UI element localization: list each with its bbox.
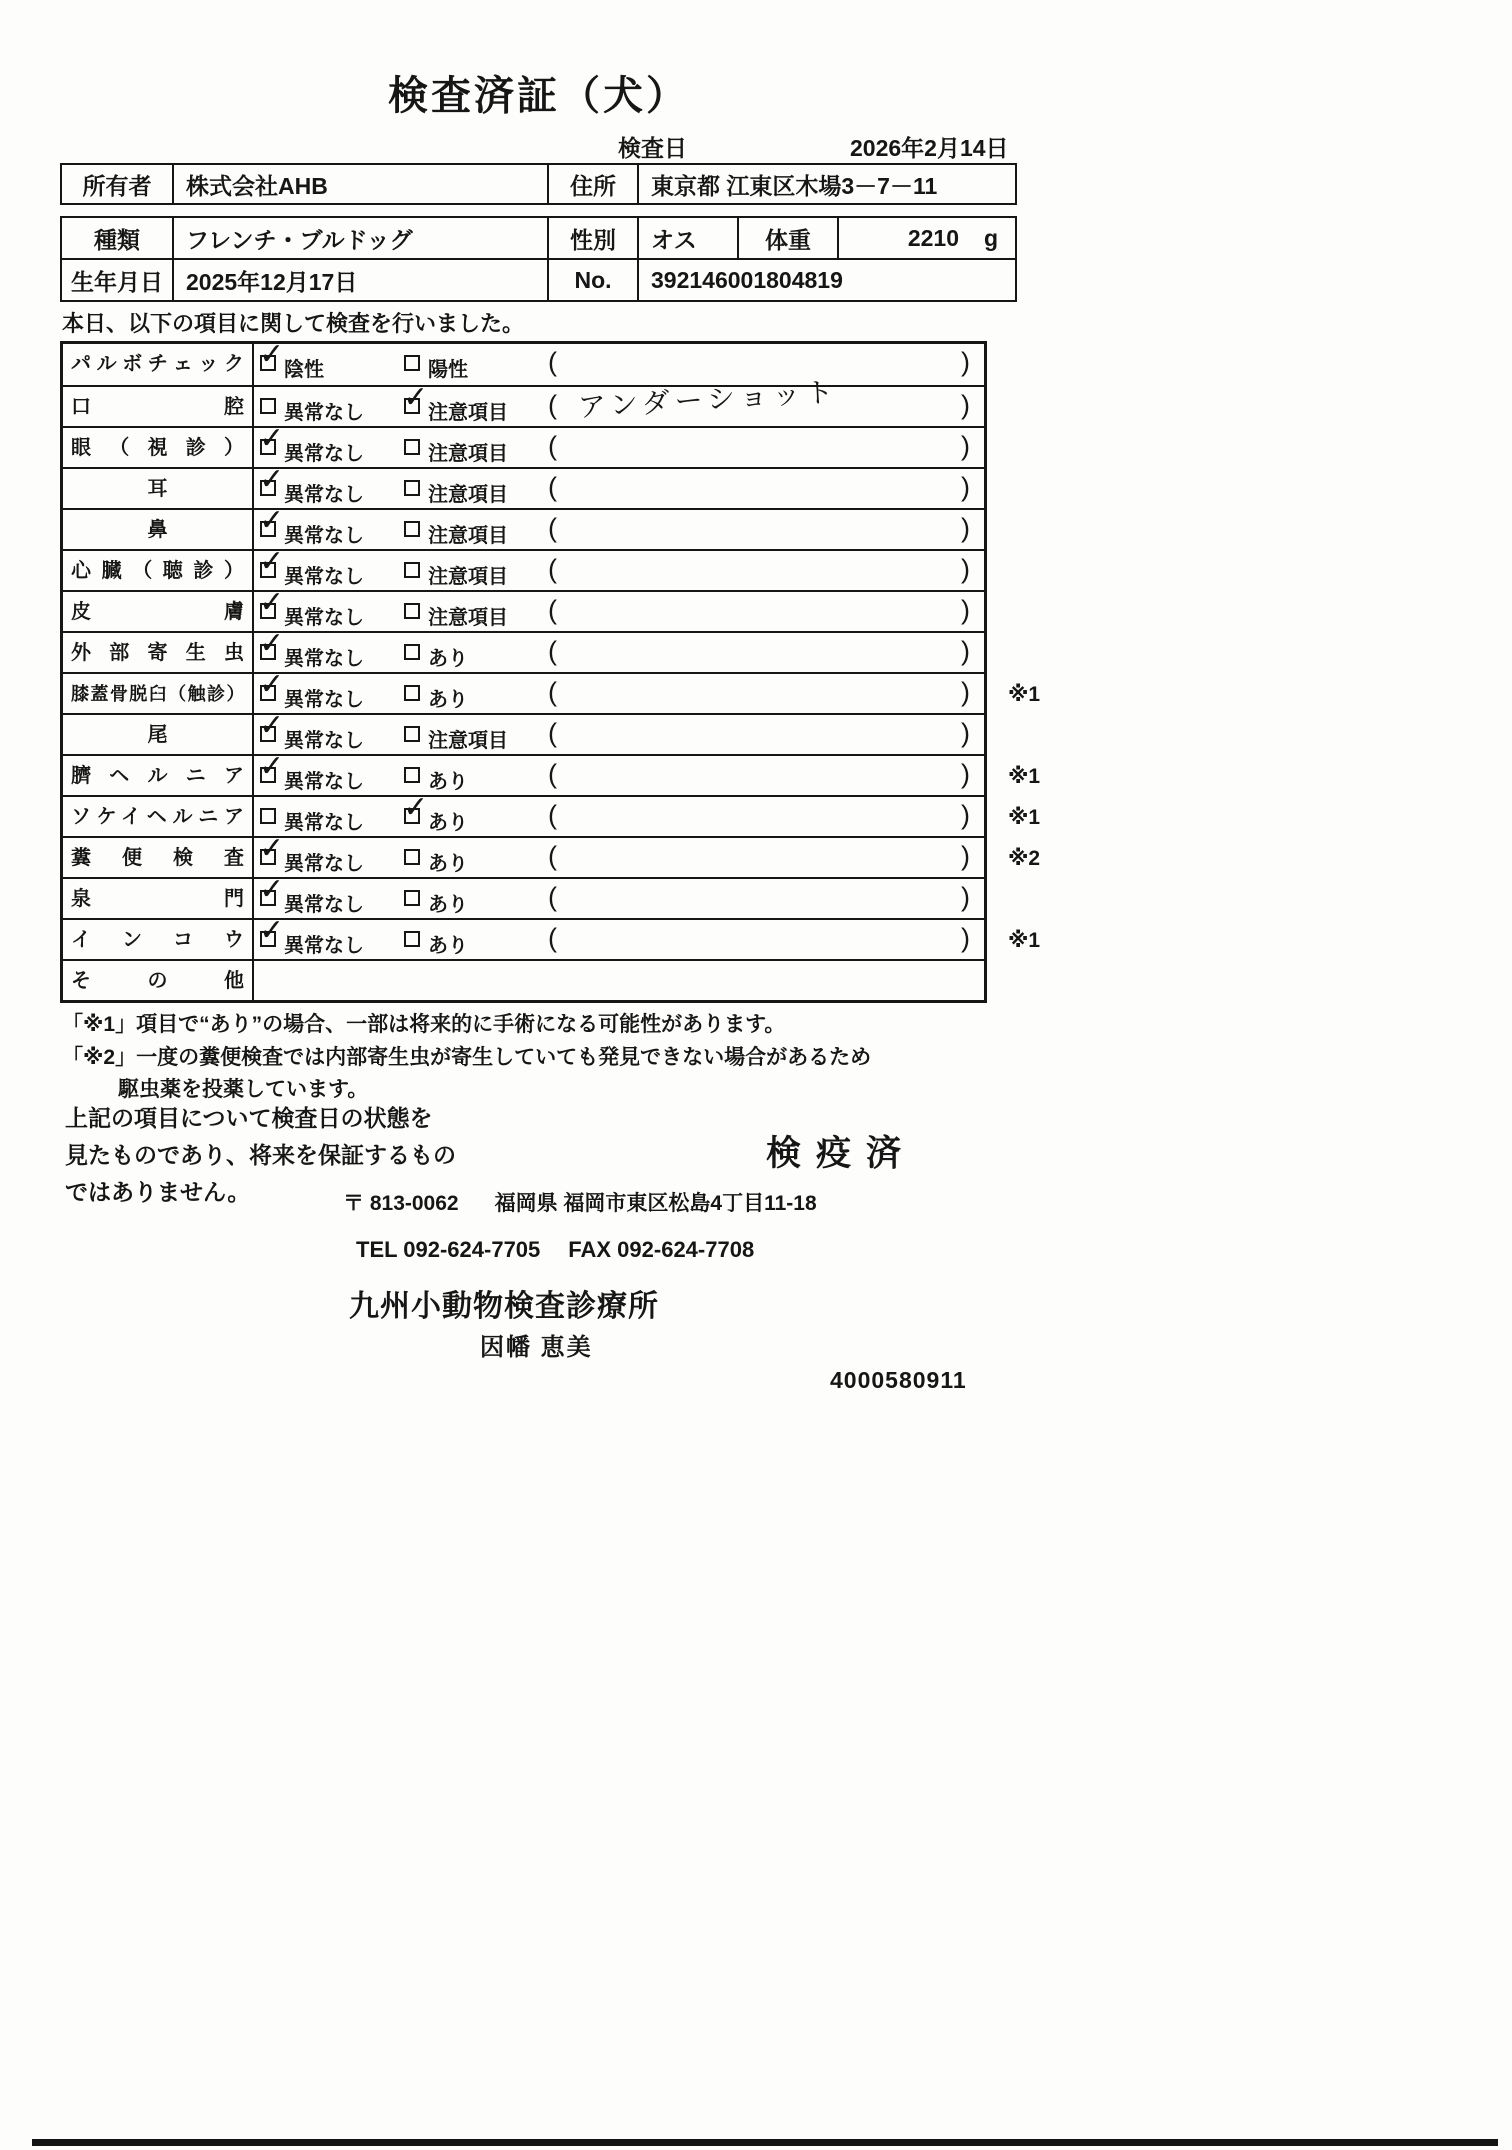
option-label: あり: [428, 853, 468, 875]
checkbox-unchecked: [404, 931, 420, 947]
clinic-address-line: [343, 1187, 817, 1217]
check-mark-icon: ✓: [259, 463, 285, 496]
option-label: あり: [428, 689, 468, 711]
option-label: 注意項目: [428, 525, 508, 547]
check-mark-icon: ✓: [403, 791, 429, 824]
exam-row: [63, 750, 1041, 795]
exam-row-content: [256, 627, 984, 672]
intro-text: 本日、以下の項目に関して検査を行いました。: [62, 311, 525, 336]
exam-item-label: 泉門: [63, 879, 254, 918]
exam-row: [63, 627, 984, 672]
exam-item-label: 耳: [63, 469, 254, 508]
check-mark-icon: ✓: [259, 504, 285, 537]
paren-close: ): [961, 800, 970, 830]
paren-open: (: [548, 800, 557, 830]
exam-row: [63, 586, 984, 631]
exam-row: [63, 545, 984, 590]
fax-number: FAX 092-624-7708: [568, 1237, 755, 1262]
clinic-name: 九州小動物検査診療所: [349, 1290, 659, 1323]
checkbox-checked: [259, 668, 285, 701]
exam-item-label: パルボチェック: [63, 344, 254, 385]
paren-close: ): [961, 718, 970, 748]
exam-row: [63, 338, 984, 385]
paren-close: ): [961, 472, 970, 502]
option-label: 異常なし: [284, 402, 364, 424]
exam-row-content: [256, 338, 984, 385]
exam-row: [63, 873, 984, 918]
exam-row-content: [256, 376, 984, 426]
checkbox-unchecked: [404, 849, 420, 865]
option-label: 異常なし: [284, 648, 364, 670]
paren-close: ): [961, 759, 970, 789]
weight-value: 2210: [907, 224, 959, 251]
option-label: 異常なし: [284, 607, 364, 629]
dog-table-row-2: [62, 258, 1015, 300]
paren-open: (: [548, 718, 557, 748]
scan-edge-artifact: [32, 2139, 1498, 2146]
breed-value: フレンチ・ブルドッグ: [172, 218, 547, 258]
option-label: あり: [428, 648, 468, 670]
exam-row-content: [256, 586, 984, 631]
checkbox-unchecked: [404, 603, 420, 619]
weight-unit: g: [983, 224, 999, 251]
exam-item-label: 眼（視診）: [63, 428, 254, 467]
checkbox-unchecked: [404, 726, 420, 742]
option-label: あり: [428, 935, 468, 957]
checkbox-checked: [259, 873, 285, 906]
exam-item-label: 口腔: [63, 387, 254, 426]
paren-open: (: [548, 554, 557, 584]
paren-open: (: [548, 347, 557, 377]
option-label: 異常なし: [284, 730, 364, 752]
checkbox-checked: [259, 750, 285, 783]
clinic-address: 福岡県 福岡市東区松島4丁目11-18: [494, 1192, 817, 1215]
address-value: 東京都 江東区木場3－7－11: [637, 165, 1015, 203]
tel-number: TEL 092-624-7705: [356, 1237, 541, 1262]
checkbox-checked: [259, 709, 285, 742]
birth-label: 生年月日: [71, 268, 163, 295]
check-mark-icon: ✓: [259, 338, 285, 371]
exam-item-label: 膝蓋骨脱臼（触診）: [63, 674, 254, 713]
owner-label: 所有者: [82, 172, 152, 199]
option-label: 異常なし: [284, 484, 364, 506]
doc-title: 検査済証（犬）: [388, 74, 689, 118]
paren-close: ): [961, 677, 970, 707]
exam-row-content: [256, 709, 984, 754]
checkbox-checked: [403, 381, 429, 414]
option-label: 異常なし: [284, 689, 364, 711]
check-mark-icon: ✓: [259, 914, 285, 947]
paren-open: (: [548, 923, 557, 953]
option-label: あり: [428, 812, 468, 834]
exam-row: [63, 463, 984, 508]
tel-fax-line: [356, 1237, 754, 1263]
checkbox-unchecked: [404, 355, 420, 371]
sex-value: オス: [637, 218, 737, 258]
exam-item-label: 臍ヘルニア: [63, 756, 254, 795]
footnote-2: 「※2」一度の糞便検査では内部寄生虫が寄生していても発見できない場合があるため: [62, 1046, 872, 1069]
paren-close: ): [961, 882, 970, 912]
birth-value: 2025年12月17日: [172, 260, 547, 300]
exam-date-value: 2026年2月14日: [850, 135, 1009, 161]
postal-code: 〒 813-0062: [343, 1192, 459, 1215]
paren-close: ): [961, 923, 970, 953]
no-value: 392146001804819: [637, 260, 1015, 300]
reference-mark: ※1: [1008, 765, 1041, 788]
exam-row-content: [256, 422, 984, 467]
option-label: あり: [428, 771, 468, 793]
exam-item-label: 外部寄生虫: [63, 633, 254, 672]
checkbox-unchecked: [404, 480, 420, 496]
exam-row-content: [256, 463, 984, 508]
paren-close: ): [961, 347, 970, 377]
paren-close: ): [961, 841, 970, 871]
option-label: 注意項目: [428, 484, 508, 506]
exam-item-label: 鼻: [63, 510, 254, 549]
exam-row-content: [256, 873, 984, 918]
certificate-document: [60, 0, 1041, 1450]
footnote-1: 「※1」項目で“あり”の場合、一部は将来的に手術になる可能性があります。: [62, 1013, 786, 1036]
option-label: 異常なし: [284, 566, 364, 588]
exam-item-label: その他: [63, 961, 254, 1000]
reference-mark: ※1: [1008, 806, 1041, 829]
check-mark-icon: ✓: [259, 545, 285, 578]
paren-open: (: [548, 636, 557, 666]
paren-close: ): [961, 595, 970, 625]
paren-close: ): [961, 636, 970, 666]
reference-mark: ※1: [1008, 683, 1041, 706]
checkbox-checked: [259, 463, 285, 496]
owner-table: [60, 163, 1017, 205]
quarantine-passed-stamp: 検疫済: [766, 1134, 917, 1173]
disclaimer-line-3: ではありません。: [65, 1179, 251, 1205]
paren-open: (: [548, 882, 557, 912]
weight-value-cell: [837, 218, 1015, 258]
veterinarian-name: 因幡 恵美: [480, 1334, 593, 1361]
exam-row-content: [256, 791, 984, 836]
paren-close: ): [961, 431, 970, 461]
disclaimer-line-1: 上記の項目について検査日の状態を: [65, 1105, 433, 1131]
exam-row-content: [256, 504, 984, 549]
checkbox-unchecked: [404, 562, 420, 578]
paren-close: ): [961, 513, 970, 543]
check-mark-icon: ✓: [259, 832, 285, 865]
option-label: 異常なし: [284, 771, 364, 793]
sex-label: 性別: [547, 218, 637, 258]
owner-table-row: [62, 165, 1015, 203]
check-mark-icon: ✓: [259, 873, 285, 906]
exam-table: [60, 338, 1041, 1003]
option-label: 注意項目: [428, 730, 508, 752]
checkbox-checked: [259, 914, 285, 947]
exam-date-label: 検査日: [618, 135, 687, 161]
check-mark-icon: ✓: [259, 750, 285, 783]
paren-close: ): [961, 390, 970, 420]
paren-open: (: [548, 431, 557, 461]
option-label: 注意項目: [428, 402, 508, 424]
check-mark-icon: ✓: [259, 422, 285, 455]
no-label: No.: [547, 260, 637, 300]
checkbox-checked: [259, 338, 285, 371]
paren-open: (: [548, 513, 557, 543]
option-label: 異常なし: [284, 853, 364, 875]
paren-open: (: [548, 759, 557, 789]
paren-open: (: [548, 390, 557, 420]
checkbox-unchecked: [404, 644, 420, 660]
checkbox-unchecked: [404, 767, 420, 783]
exam-row-content: [256, 914, 984, 959]
exam-row: [63, 668, 1041, 713]
check-mark-icon: ✓: [259, 709, 285, 742]
paren-open: (: [548, 841, 557, 871]
paren-open: (: [548, 472, 557, 502]
checkbox-checked: [259, 832, 285, 865]
exam-row-content: [256, 750, 984, 795]
dog-table-row-1: [62, 218, 1015, 258]
exam-item-label: 皮膚: [63, 592, 254, 631]
owner-value: 株式会社AHB: [172, 165, 547, 203]
checkbox-checked: [259, 422, 285, 455]
option-label: あり: [428, 894, 468, 916]
checkbox-checked: [259, 586, 285, 619]
reference-mark: ※1: [1008, 929, 1041, 952]
check-mark-icon: ✓: [403, 381, 429, 414]
option-label: 異常なし: [284, 935, 364, 957]
exam-row: [63, 791, 1041, 836]
address-label: 住所: [547, 165, 637, 203]
paren-open: (: [548, 595, 557, 625]
option-label: 陰性: [284, 359, 324, 381]
exam-row: [63, 376, 984, 426]
checkbox-unchecked: [404, 890, 420, 906]
paren-close: ): [961, 554, 970, 584]
footnote-2-continued: 駆虫薬を投薬しています。: [118, 1078, 369, 1101]
weight-label: 体重: [737, 218, 837, 258]
option-label: 異常なし: [284, 894, 364, 916]
exam-item-label: 尾: [63, 715, 254, 754]
exam-row: [63, 709, 984, 754]
exam-item-label: ソケイヘルニア: [63, 797, 254, 836]
disclaimer-line-2: 見たものであり、将来を保証するもの: [65, 1142, 456, 1168]
paren-open: (: [548, 677, 557, 707]
option-label: 注意項目: [428, 607, 508, 629]
breed-label: 種類: [94, 226, 140, 253]
exam-row-content: [256, 961, 984, 1000]
exam-row: [63, 504, 984, 549]
check-mark-icon: ✓: [259, 586, 285, 619]
option-label: 陽性: [428, 359, 468, 381]
exam-row-content: [256, 668, 984, 713]
option-label: 注意項目: [428, 566, 508, 588]
checkbox-unchecked: [404, 439, 420, 455]
checkbox-checked: [403, 791, 429, 824]
exam-row-content: [256, 545, 984, 590]
checkbox-unchecked: [404, 685, 420, 701]
reference-mark: ※2: [1008, 847, 1041, 870]
checkbox-checked: [259, 504, 285, 537]
checkbox-unchecked: [404, 521, 420, 537]
exam-row-content: [256, 832, 984, 877]
handwritten-remark: アンダーショット: [577, 376, 840, 423]
exam-item-label: 糞便検査: [63, 838, 254, 877]
checkbox-unchecked: [260, 398, 276, 414]
dog-table: [60, 216, 1017, 302]
exam-row: [63, 959, 984, 1000]
option-label: 異常なし: [284, 443, 364, 465]
checkbox-unchecked: [260, 808, 276, 824]
serial-number: 4000580911: [830, 1367, 967, 1393]
checkbox-checked: [259, 545, 285, 578]
exam-row: [63, 832, 1041, 877]
checkbox-checked: [259, 627, 285, 660]
option-label: 異常なし: [284, 525, 364, 547]
exam-item-label: インコウ: [63, 920, 254, 959]
check-mark-icon: ✓: [259, 627, 285, 660]
check-mark-icon: ✓: [259, 668, 285, 701]
exam-item-label: 心臓（聴診）: [63, 551, 254, 590]
exam-row: [63, 422, 984, 467]
option-label: 異常なし: [284, 812, 364, 834]
option-label: 注意項目: [428, 443, 508, 465]
exam-row: [63, 914, 1041, 959]
